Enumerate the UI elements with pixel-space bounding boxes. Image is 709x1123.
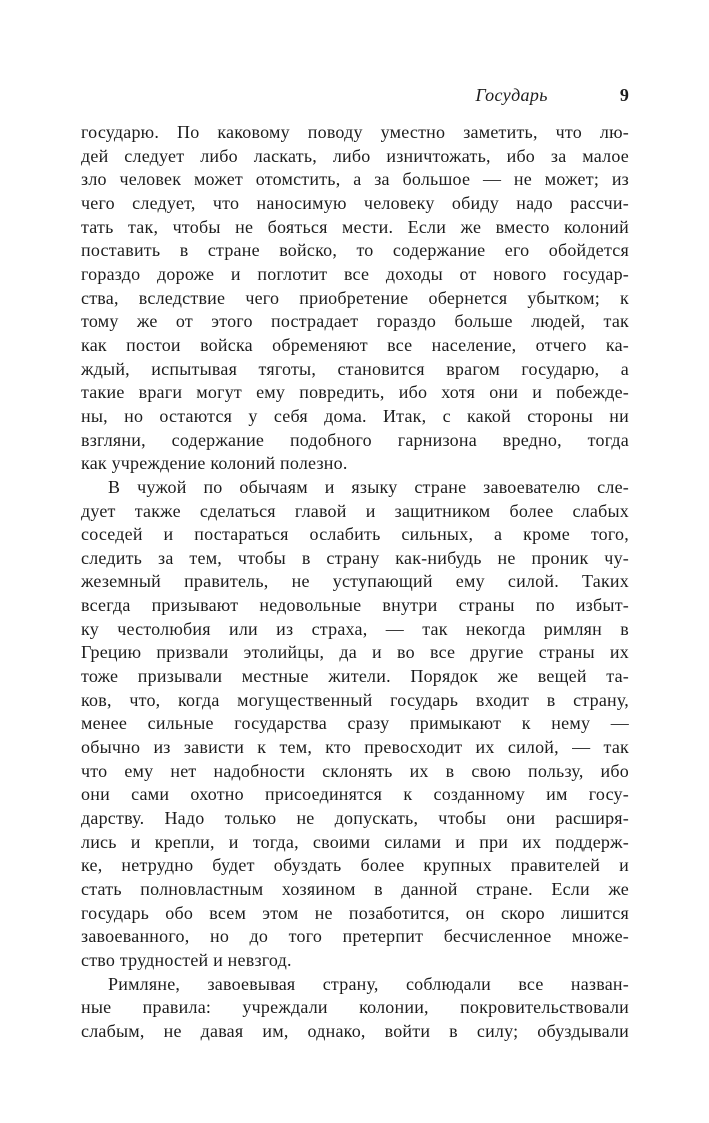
text-line: как постои войска обременяют все население, отчего ка- [81,334,629,355]
text-line: ждый, испытывая тяготы, становится врагом государю, а [81,358,629,379]
text-line: Грецию призвали этолийцы, да и во все другие страны их [81,642,629,663]
text-line: чего следует, что наносимую человеку обиду надо рассчи- [81,192,629,213]
text-line: В чужой по обычаям и языку стране завоевателю сле- [108,476,629,497]
text-line: слабым, не давая им, однако, войти в силу; обуздывали [81,1020,629,1041]
text-line: всегда призывают недовольные внутри страны по избыт- [81,595,629,616]
running-header-title: Государь [475,85,548,105]
text-line: соседей и постараться ослабить сильных, а кроме того, [81,524,629,545]
text-line: как учреждение колоний полезно. [81,453,348,474]
text-line: тать так, чтобы не бояться мести. Если же вместо колоний [81,216,629,237]
text-line: стать полновластным хозяином в данной стране. Если же [81,879,629,899]
text-line: что ему нет надобности склонять их в свою пользу, ибо [81,760,629,781]
text-line: ке, нетрудно будет обуздать более крупных правителей и [81,855,629,876]
paragraph [81,476,629,973]
text-line: ку честолюбия или из страха, — так некогда римлян в [81,618,629,639]
text-line: следить за тем, чтобы в страну как-нибудь не проник чу- [81,547,629,568]
text-line: зло человек может отомстить, а за большое — не может; из [81,169,629,190]
text-line: дей следует либо ласкать, либо изничтожать, ибо за малое [81,145,629,166]
text-line: менее сильные государства сразу примыкают к нему — [81,713,629,734]
paragraph [81,121,629,476]
page-number: 9 [619,85,629,105]
text-line: тому же от этого пострадает гораздо больше людей, так [81,311,629,332]
text-line: ство трудностей и невзгод. [81,949,292,970]
text-line: взгляни, содержание подобного гарнизона вредно, тогда [81,429,629,450]
text-line: тоже призывали местные жители. Порядок же вещей та- [81,666,629,687]
text-line: ков, что, когда могущественный государь входит в страну, [81,689,629,710]
text-line: ны, но остаются у себя дома. Итак, с какой стороны ни [81,405,629,426]
text-line: ства, вследствие чего приобретение обернется убытком; к [81,287,629,308]
text-line: государь обо всем этом не позаботится, он скоро лишится [81,902,629,923]
body-text [81,121,629,1044]
text-line: ные правила: учреждали колонии, покровительствовали [81,997,629,1018]
text-line: обычно из зависти к тем, кто превосходит их силой, — так [81,737,629,758]
text-line: гораздо дороже и поглотит все доходы от нового государ- [81,263,629,284]
text-line: поставить в стране войско, то содержание его обойдется [81,240,629,261]
text-line: они сами охотно присоединятся к созданному им госу- [81,784,629,805]
text-line: лись и крепли, и тогда, своими силами и при их поддерж- [81,831,629,852]
text-line: государю. По каковому поводу уместно заметить, что лю- [81,122,629,142]
paragraph [81,973,629,1044]
text-line: такие враги могут ему повредить, ибо хотя они и побежде- [81,382,629,403]
text-line: Римляне, завоевывая страну, соблюдали все назван- [108,973,629,994]
text-line: жеземный правитель, не уступающий ему силой. Таких [81,571,629,592]
running-header [81,84,629,106]
text-line: завоеванного, но до того претерпит бесчисленное множе- [81,926,629,947]
text-line: дарству. Надо только не допускать, чтобы они расширя- [81,808,629,829]
text-line: дует также сделаться главой и защитником более слабых [81,500,629,521]
